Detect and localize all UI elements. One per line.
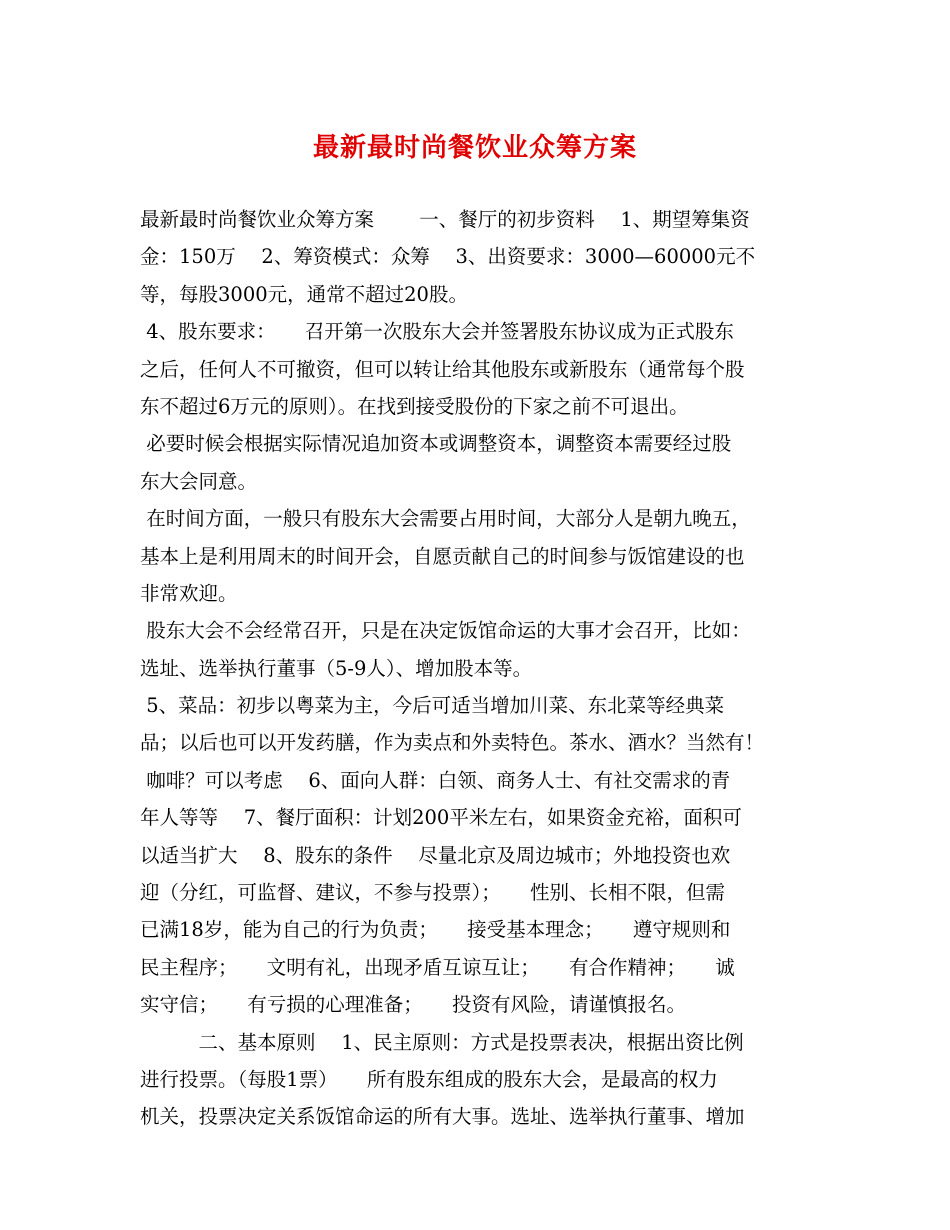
body-line: 选址、选举执行董事（5-9人）、增加股本等。 [140, 656, 533, 680]
body-line: 等，每股3000元，通常不超过20股。 [140, 282, 468, 306]
body-line: 机关，投票决定关系饭馆命运的所有大事。选址、选举执行董事、增加 [140, 1105, 745, 1129]
body-line: 东大会同意。 [140, 469, 258, 493]
body-line: 之后，任何人不可撤资，但可以转让给其他股东或新股东（通常每个股 [140, 357, 745, 381]
body-line: 5、菜品：初步以粤菜为主，今后可适当增加川菜、东北菜等经典菜 [140, 694, 725, 718]
body-line: 东不超过6万元的原则）。在找到接受股份的下家之前不可退出。 [140, 394, 689, 418]
body-line: 金：150万 2、筹资模式：众筹 3、出资要求：3000—60000元不 [140, 245, 756, 269]
body-line: 必要时候会根据实际情况追加资本或调整资本，调整资本需要经过股 [140, 432, 732, 456]
body-line: 已满18岁，能为自己的行为负责； 接受基本理念； 遵守规则和 [140, 918, 731, 942]
body-line: 最新最时尚餐饮业众筹方案 一、餐厅的初步资料 1、期望筹集资 [140, 208, 750, 231]
body-line: 非常欢迎。 [140, 581, 238, 605]
body-line: 4、股东要求： 召开第一次股东大会并签署股东协议成为正式股东 [140, 320, 734, 344]
body-line: 迎（分红，可监督、建议，不参与投票）； 性别、长相不限，但需 [140, 881, 726, 905]
body-line: 民主程序； 文明有礼，出现矛盾互谅互让； 有合作精神； 诚 [140, 955, 735, 979]
body-line: 在时间方面，一般只有股东大会需要占用时间，大部分人是朝九晚五， [140, 507, 751, 531]
body-line: 品；以后也可以开发药膳，作为卖点和外卖特色。茶水、酒水？当然有！ [140, 731, 765, 755]
body-line: 以适当扩大 8、股东的条件 尽量北京及周边城市；外地投资也欢 [140, 843, 731, 867]
document-title: 最新最时尚餐饮业众筹方案 [312, 133, 637, 163]
body-line: 年人等等 7、餐厅面积：计划200平米左右，如果资金充裕，面积可 [140, 806, 742, 830]
body-line: 股东大会不会经常召开，只是在决定饭馆命运的大事才会召开，比如： [140, 619, 751, 643]
body-line: 咖啡？可以考虑 6、面向人群：白领、商务人士、有社交需求的青 [140, 768, 731, 792]
body-line: 实守信； 有亏损的心理准备； 投资有风险，请谨慎报名。 [140, 993, 687, 1017]
document-body [140, 201, 816, 1136]
body-line: 进行投票。（每股1票） 所有股东组成的股东大会，是最高的权力 [140, 1067, 718, 1091]
body-line: 二、基本原则 1、民主原则：方式是投票表决，根据出资比例 [140, 1030, 744, 1054]
body-line: 基本上是利用周末的时间开会，自愿贡献自己的时间参与饭馆建设的也 [140, 544, 745, 568]
